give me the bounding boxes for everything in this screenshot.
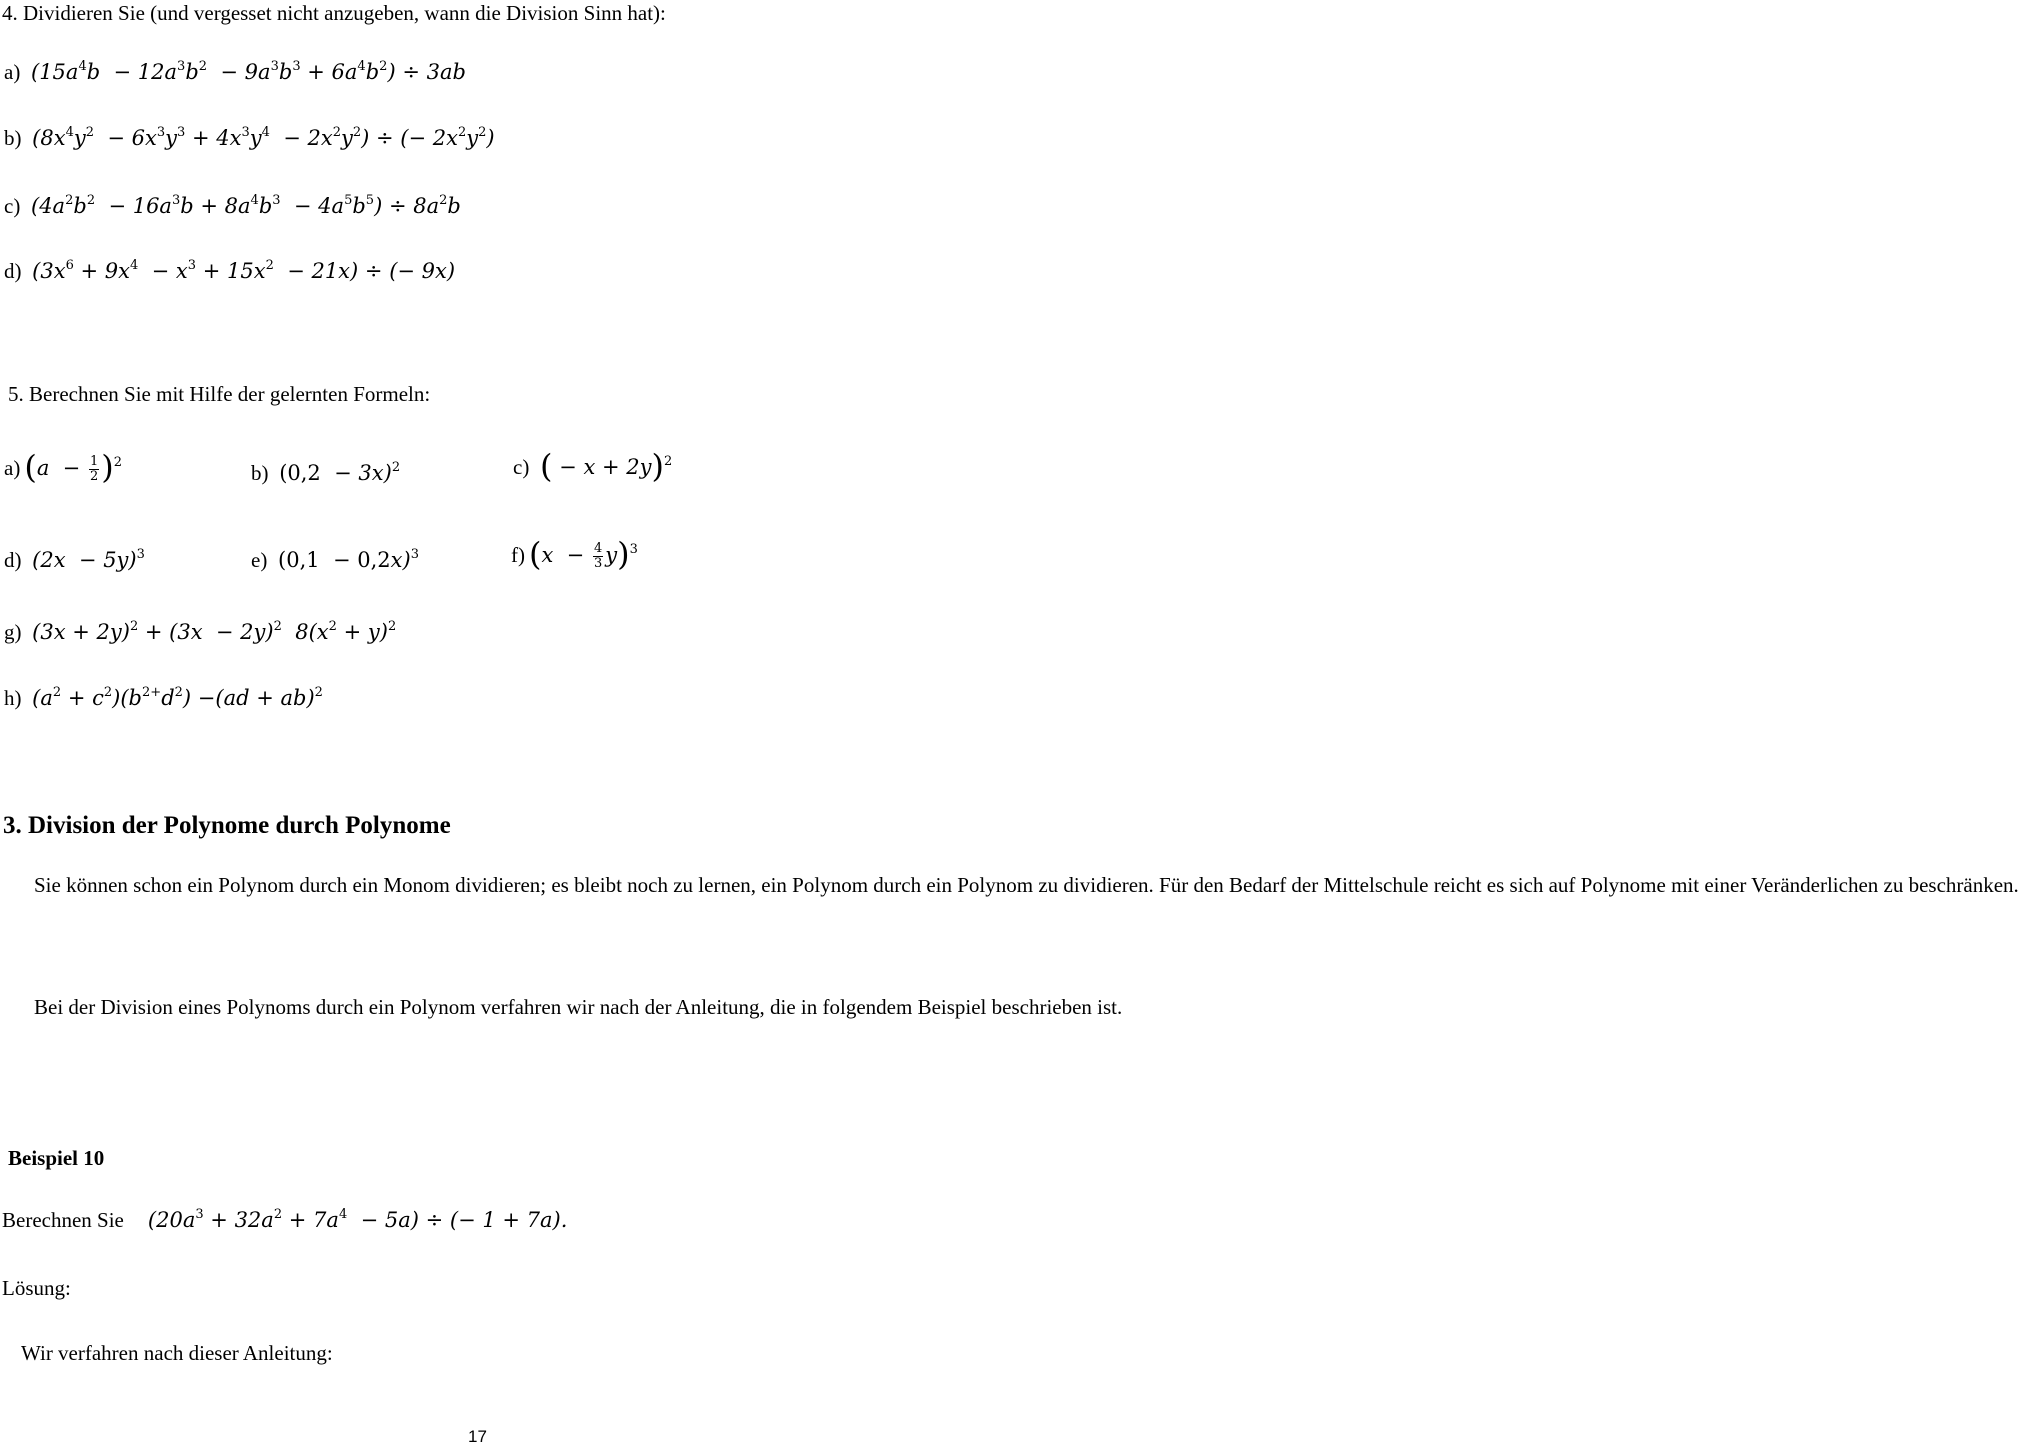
math-expression: $(3x^6 + 9x^4 - x^3 + 15x^2 - 21x)$ ÷ (− 9x) [25, 258, 456, 283]
exercise-4b [4, 126, 495, 151]
instruction-text: Wir verfahren nach dieser Anleitung: [21, 1341, 333, 1365]
exercise-5h [4, 686, 323, 711]
item-label: d) [4, 548, 22, 572]
item-label: g) [4, 620, 22, 644]
exercise-5c [513, 447, 673, 485]
section-heading: 3. Division der Polynome durch Polynome [3, 812, 451, 839]
math-expression: $(2x - 5y)^3$ [25, 547, 145, 572]
math-expression: $(20a^3 + 32a^2 + 7a^4 - 5a)$ ÷ (− 1 + 7a). [127, 1207, 568, 1232]
paragraph-1: Sie können schon ein Polynom durch ein Monom dividieren; es bleibt noch zu lernen, ein Polynom durch ein Polynom zu dividieren. Für den Bedarf der Mittelschule reicht es sich auf Polynome mit einer Veränderlichen zu beschränken. [34, 873, 2019, 897]
task-label: Berechnen Sie [2, 1208, 124, 1232]
item-label: b) [251, 461, 269, 485]
paragraph-2: Bei der Division eines Polynoms durch ein Polynom verfahren wir nach der Anleitung, die in folgendem Beispiel beschrieben ist. [34, 995, 1123, 1019]
example-heading: Beispiel 10 [8, 1146, 105, 1170]
item-label: b) [4, 126, 22, 150]
item-label: c) [513, 455, 530, 479]
item-label: h) [4, 686, 22, 710]
exercise-4d [4, 259, 455, 284]
math-expression: $(15a^4b - 12a^3b^2 - 9a^3b^3 + 6a^4b^2) \div 3ab$ [24, 59, 466, 84]
math-expression: $(4a^2b^2 - 16a^3b + 8a^4b^3 - 4a^5b^5) \div 8a^2b$ [24, 193, 461, 218]
exercise-5b [251, 461, 400, 486]
math-expression: $(3x + 2y)^2 + (3x - 2y)^2$ $8(x^2 + y)^2$ [25, 619, 397, 644]
math-expression: ( − x + 2y)$^2$ [540, 447, 673, 485]
exercise-5e [251, 548, 419, 573]
math-expression: $(0,1 - 0,2x)^3$ [278, 547, 419, 572]
math-expression: $(a^2 + c^2)(b^{2+}d^2) -(ad + ab)^2$ [25, 685, 323, 710]
example-task [2, 1208, 567, 1233]
item-label: d) [4, 259, 22, 283]
exercise-4c [4, 194, 461, 219]
item-label: e) [251, 548, 268, 572]
item-label: f) [511, 543, 525, 567]
exercise-5a [4, 448, 123, 486]
item-label: a) [4, 456, 21, 480]
math-expression: (x − $\frac{4}{3}$ y)$^3$ [529, 535, 638, 573]
page-number: 17 [468, 1427, 487, 1446]
item-label: a) [4, 60, 21, 84]
exercise-5f [511, 535, 638, 573]
exercise-4a [4, 60, 466, 85]
exercise-4-title: 4. Dividieren Sie (und vergesset nicht anzugeben, wann die Division Sinn hat): [2, 1, 666, 25]
exercise-5g [4, 620, 396, 645]
exercise-5d [4, 548, 145, 573]
math-expression: $(8x^4y^2 - 6x^3y^3 + 4x^3y^4 - 2x^2y^2)$ ÷ (− $2x^2y^2$) [25, 125, 495, 150]
math-expression: (a − $\frac{1}{2}$ )$^2$ [24, 448, 123, 486]
item-label: c) [4, 194, 21, 218]
solution-label: Lösung: [2, 1276, 71, 1300]
math-expression: $(0,2 - 3x)^2$ [279, 460, 401, 485]
exercise-5-title: 5. Berechnen Sie mit Hilfe der gelernten Formeln: [8, 382, 431, 406]
